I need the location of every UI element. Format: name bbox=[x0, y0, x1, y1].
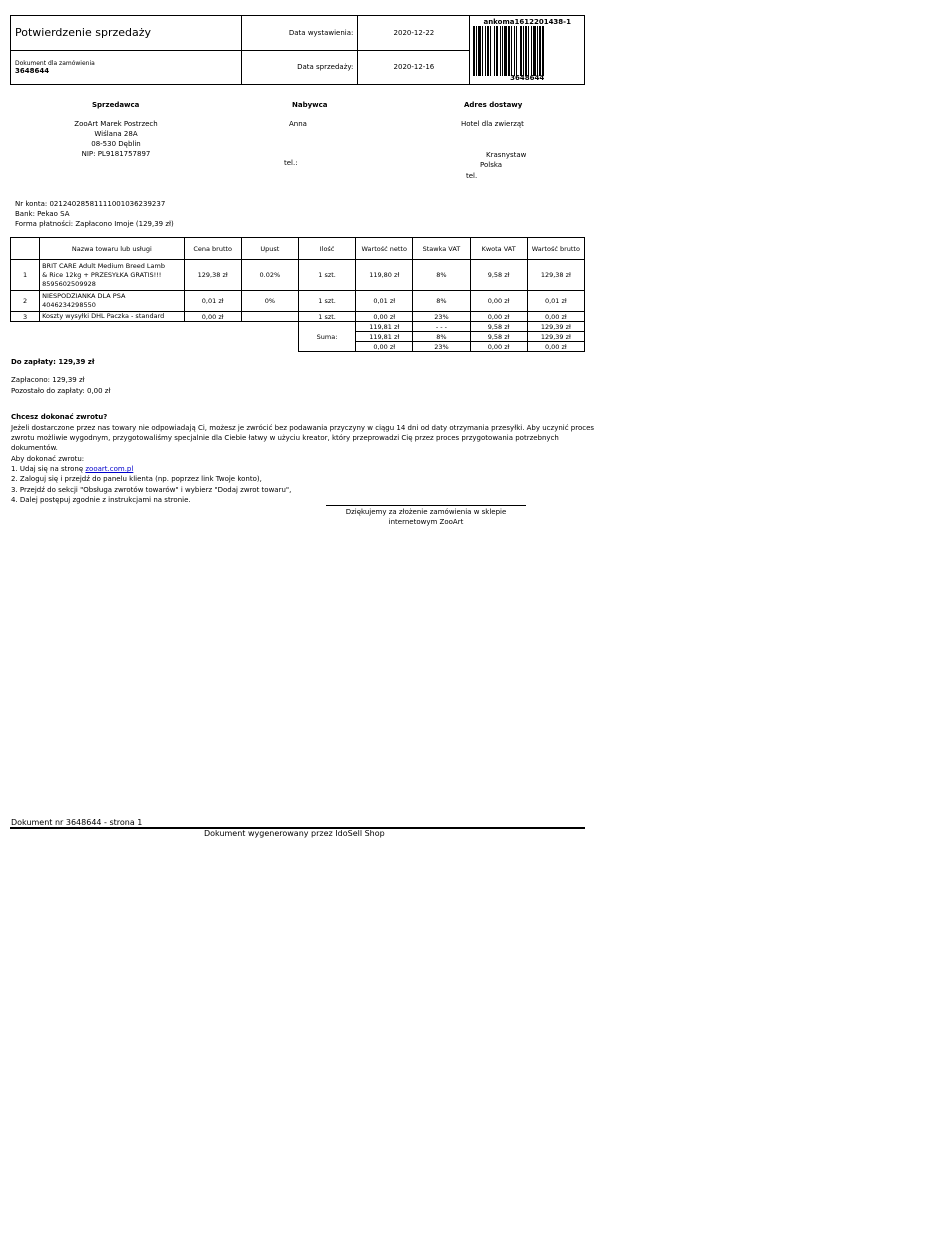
barcode-bar bbox=[502, 26, 503, 76]
row-name bbox=[40, 291, 185, 312]
col-header: Nazwa towaru lub usługi bbox=[40, 238, 185, 260]
issue-date: 2020-12-22 bbox=[358, 16, 470, 51]
sale-date-label: Data sprzedaży: bbox=[241, 50, 358, 85]
row-name-line: 4046234298550 bbox=[42, 301, 96, 309]
barcode-bar bbox=[523, 26, 524, 76]
sum-net: 0,00 zł bbox=[356, 342, 413, 352]
barcode-bar bbox=[476, 26, 477, 76]
table-header-row bbox=[11, 238, 585, 260]
sum-label: Suma: bbox=[298, 322, 355, 352]
barcode-top-text: ankoma1612201438-1 bbox=[483, 18, 571, 26]
barcode-image bbox=[473, 26, 581, 76]
sum-row bbox=[11, 322, 585, 332]
row-qty: 1 szt. bbox=[298, 260, 355, 291]
delivery-country: Polska bbox=[480, 161, 503, 169]
order-doc-label: Dokument dla zamówienia bbox=[15, 59, 95, 67]
order-number-cell bbox=[11, 50, 242, 85]
bank-account: Nr konta: 02124028581111001036239237 bbox=[15, 200, 166, 208]
barcode-bar bbox=[537, 26, 538, 76]
zooart-link[interactable]: zooart.com.pl bbox=[85, 465, 134, 473]
barcode-bar bbox=[525, 26, 527, 76]
sum-vat: 0,00 zł bbox=[470, 342, 527, 352]
barcode-bar bbox=[508, 26, 510, 76]
returns-text: Jeżeli dostarczone przez nas towary nie odpowiadają Ci, możesz je zwrócić bez podawania przyczyny w ciągu 14 dni od daty otrzymania przesyłki. Aby uczynić proces bbox=[11, 424, 595, 432]
col-header: Ilość bbox=[298, 238, 355, 260]
order-number: 3648644 bbox=[15, 66, 50, 75]
row-name: Koszty wysyłki DHL Paczka - standard bbox=[40, 312, 185, 322]
payment-form: Forma płatności: Zapłacono Imoje (129,39 zł) bbox=[15, 220, 174, 228]
seller-title: Sprzedawca bbox=[92, 101, 140, 109]
sale-date: 2020-12-16 bbox=[358, 50, 470, 85]
row-rate: 8% bbox=[413, 260, 470, 291]
row-price: 0,01 zł bbox=[184, 291, 241, 312]
barcode-bar bbox=[490, 26, 491, 76]
delivery-title: Adres dostawy bbox=[464, 101, 523, 109]
col-header: Cena brutto bbox=[184, 238, 241, 260]
table-row bbox=[11, 291, 585, 312]
buyer-tel-label: tel.: bbox=[284, 159, 298, 167]
barcode-bar bbox=[520, 26, 522, 76]
row-discount: 0% bbox=[241, 291, 298, 312]
barcode-bar bbox=[485, 26, 486, 76]
delivery-tel-label: tel. bbox=[466, 172, 478, 180]
amount-remaining: Pozostało do zapłaty: 0,00 zł bbox=[11, 387, 111, 395]
sum-vat: 9,58 zł bbox=[470, 332, 527, 342]
row-net: 119,80 zł bbox=[356, 260, 413, 291]
table-row bbox=[11, 312, 585, 322]
bank-name: Bank: Pekao SA bbox=[15, 210, 70, 218]
col-header-no bbox=[11, 238, 40, 260]
row-gross: 129,38 zł bbox=[527, 260, 584, 291]
row-no: 1 bbox=[11, 260, 40, 291]
row-no: 2 bbox=[11, 291, 40, 312]
step-text: 1. Udaj się na stronę bbox=[11, 465, 86, 473]
barcode-bar bbox=[496, 26, 498, 76]
seller-line: ZooArt Marek Postrzech bbox=[74, 120, 158, 128]
buyer-title: Nabywca bbox=[292, 101, 328, 109]
barcode-bar bbox=[528, 26, 529, 76]
barcode-bar bbox=[516, 26, 517, 76]
thanks-divider bbox=[326, 505, 526, 506]
sum-row bbox=[11, 332, 585, 342]
barcode-bar bbox=[478, 26, 481, 76]
barcode-bar bbox=[514, 26, 515, 76]
table-row bbox=[11, 260, 585, 291]
barcode-bar bbox=[482, 26, 483, 76]
sum-row bbox=[11, 342, 585, 352]
row-vat: 9,58 zł bbox=[470, 260, 527, 291]
barcode-bar bbox=[511, 26, 512, 76]
returns-step-1 bbox=[11, 464, 133, 474]
barcode-bottom-text: 3648644 bbox=[510, 74, 545, 82]
seller-line: NIP: PL9181757897 bbox=[81, 150, 151, 158]
footer-doc-page: Dokument nr 3648644 - strona 1 bbox=[11, 818, 143, 827]
row-net: 0,01 zł bbox=[356, 291, 413, 312]
returns-step-3: 3. Przejdź do sekcji "Obsługa zwrotów towarów" i wybierz "Dodaj zwrot towaru", bbox=[11, 486, 292, 494]
barcode-bar bbox=[487, 26, 489, 76]
delivery-name: Hotel dla zwierząt bbox=[461, 120, 524, 128]
returns-how: Aby dokonać zwrotu: bbox=[11, 455, 85, 463]
col-header: Wartość netto bbox=[356, 238, 413, 260]
returns-step-4: 4. Dalej postępuj zgodnie z instrukcjami na stronie. bbox=[11, 496, 191, 504]
sum-rate: - - - bbox=[413, 322, 470, 332]
row-discount: 0.02% bbox=[241, 260, 298, 291]
sum-net: 119,81 zł bbox=[356, 332, 413, 342]
barcode-bar bbox=[542, 26, 544, 76]
row-name bbox=[40, 260, 185, 291]
row-price: 0,00 zł bbox=[184, 312, 241, 322]
returns-text: zwrotu możliwie wygodnym, przygotowaliśmy specjalnie dla Ciebie łatwy w użyciu kreator, który przeprowadzi Cię przez proces przygotowania potrzebnych bbox=[11, 434, 559, 442]
barcode-bar bbox=[531, 26, 532, 76]
barcode-bar bbox=[504, 26, 507, 76]
items-table bbox=[10, 237, 585, 352]
sum-net: 119,81 zł bbox=[356, 322, 413, 332]
sum-gross: 0,00 zł bbox=[527, 342, 584, 352]
sum-gross: 129,39 zł bbox=[527, 332, 584, 342]
barcode-cell bbox=[470, 16, 585, 85]
seller-line: Wiślana 28A bbox=[94, 130, 138, 138]
amount-paid: Zapłacono: 129,39 zł bbox=[11, 376, 85, 384]
row-rate: 8% bbox=[413, 291, 470, 312]
sum-rate: 23% bbox=[413, 342, 470, 352]
row-discount bbox=[241, 312, 298, 322]
row-vat: 0,00 zł bbox=[470, 312, 527, 322]
sum-vat: 9,58 zł bbox=[470, 322, 527, 332]
col-header: Upust bbox=[241, 238, 298, 260]
row-name-line: & Rice 12kg + PRZESYŁKA GRATIS!!! bbox=[42, 270, 162, 279]
row-name-line: BRIT CARE Adult Medium Breed Lamb bbox=[42, 261, 165, 270]
sum-gross: 129,39 zł bbox=[527, 322, 584, 332]
barcode-bar bbox=[494, 26, 495, 76]
row-no: 3 bbox=[11, 312, 40, 322]
barcode-bar bbox=[500, 26, 501, 76]
row-name-line: 8595602509928 bbox=[42, 279, 96, 288]
delivery-city: Krasnystaw bbox=[486, 151, 527, 159]
thanks-line: internetowym ZooArt bbox=[388, 518, 464, 526]
row-gross: 0,01 zł bbox=[527, 291, 584, 312]
col-header: Kwota VAT bbox=[470, 238, 527, 260]
barcode-bar bbox=[539, 26, 541, 76]
col-header: Wartość brutto bbox=[527, 238, 584, 260]
footer-generated: Dokument wygenerowany przez IdoSell Shop bbox=[204, 829, 385, 838]
row-gross: 0,00 zł bbox=[527, 312, 584, 322]
col-header: Stawka VAT bbox=[413, 238, 470, 260]
amount-to-pay: Do zapłaty: 129,39 zł bbox=[11, 358, 95, 366]
row-qty: 1 szt. bbox=[298, 291, 355, 312]
barcode-bar bbox=[533, 26, 536, 76]
returns-title: Chcesz dokonać zwrotu? bbox=[11, 413, 108, 421]
row-price: 129,38 zł bbox=[184, 260, 241, 291]
document-header bbox=[10, 15, 585, 85]
seller-line: 08-530 Dęblin bbox=[91, 140, 141, 148]
row-rate: 23% bbox=[413, 312, 470, 322]
sum-rate: 8% bbox=[413, 332, 470, 342]
buyer-name: Anna bbox=[289, 120, 307, 128]
issue-date-label: Data wystawienia: bbox=[241, 16, 358, 51]
thanks-line: Dziękujemy za złożenie zamówienia w sklepie bbox=[345, 508, 507, 516]
returns-text: dokumentów. bbox=[11, 444, 58, 452]
row-net: 0,00 zł bbox=[356, 312, 413, 322]
seller-address bbox=[58, 119, 174, 159]
barcode-bar bbox=[473, 26, 475, 76]
row-vat: 0,00 zł bbox=[470, 291, 527, 312]
row-name-line: NIESPODZIANKA DLA PSA bbox=[42, 292, 126, 300]
document-title: Potwierdzenie sprzedaży bbox=[11, 16, 242, 51]
returns-step-2: 2. Zaloguj się i przejdź do panelu klienta (np. poprzez link Twoje konto), bbox=[11, 475, 262, 483]
row-qty: 1 szt. bbox=[298, 312, 355, 322]
